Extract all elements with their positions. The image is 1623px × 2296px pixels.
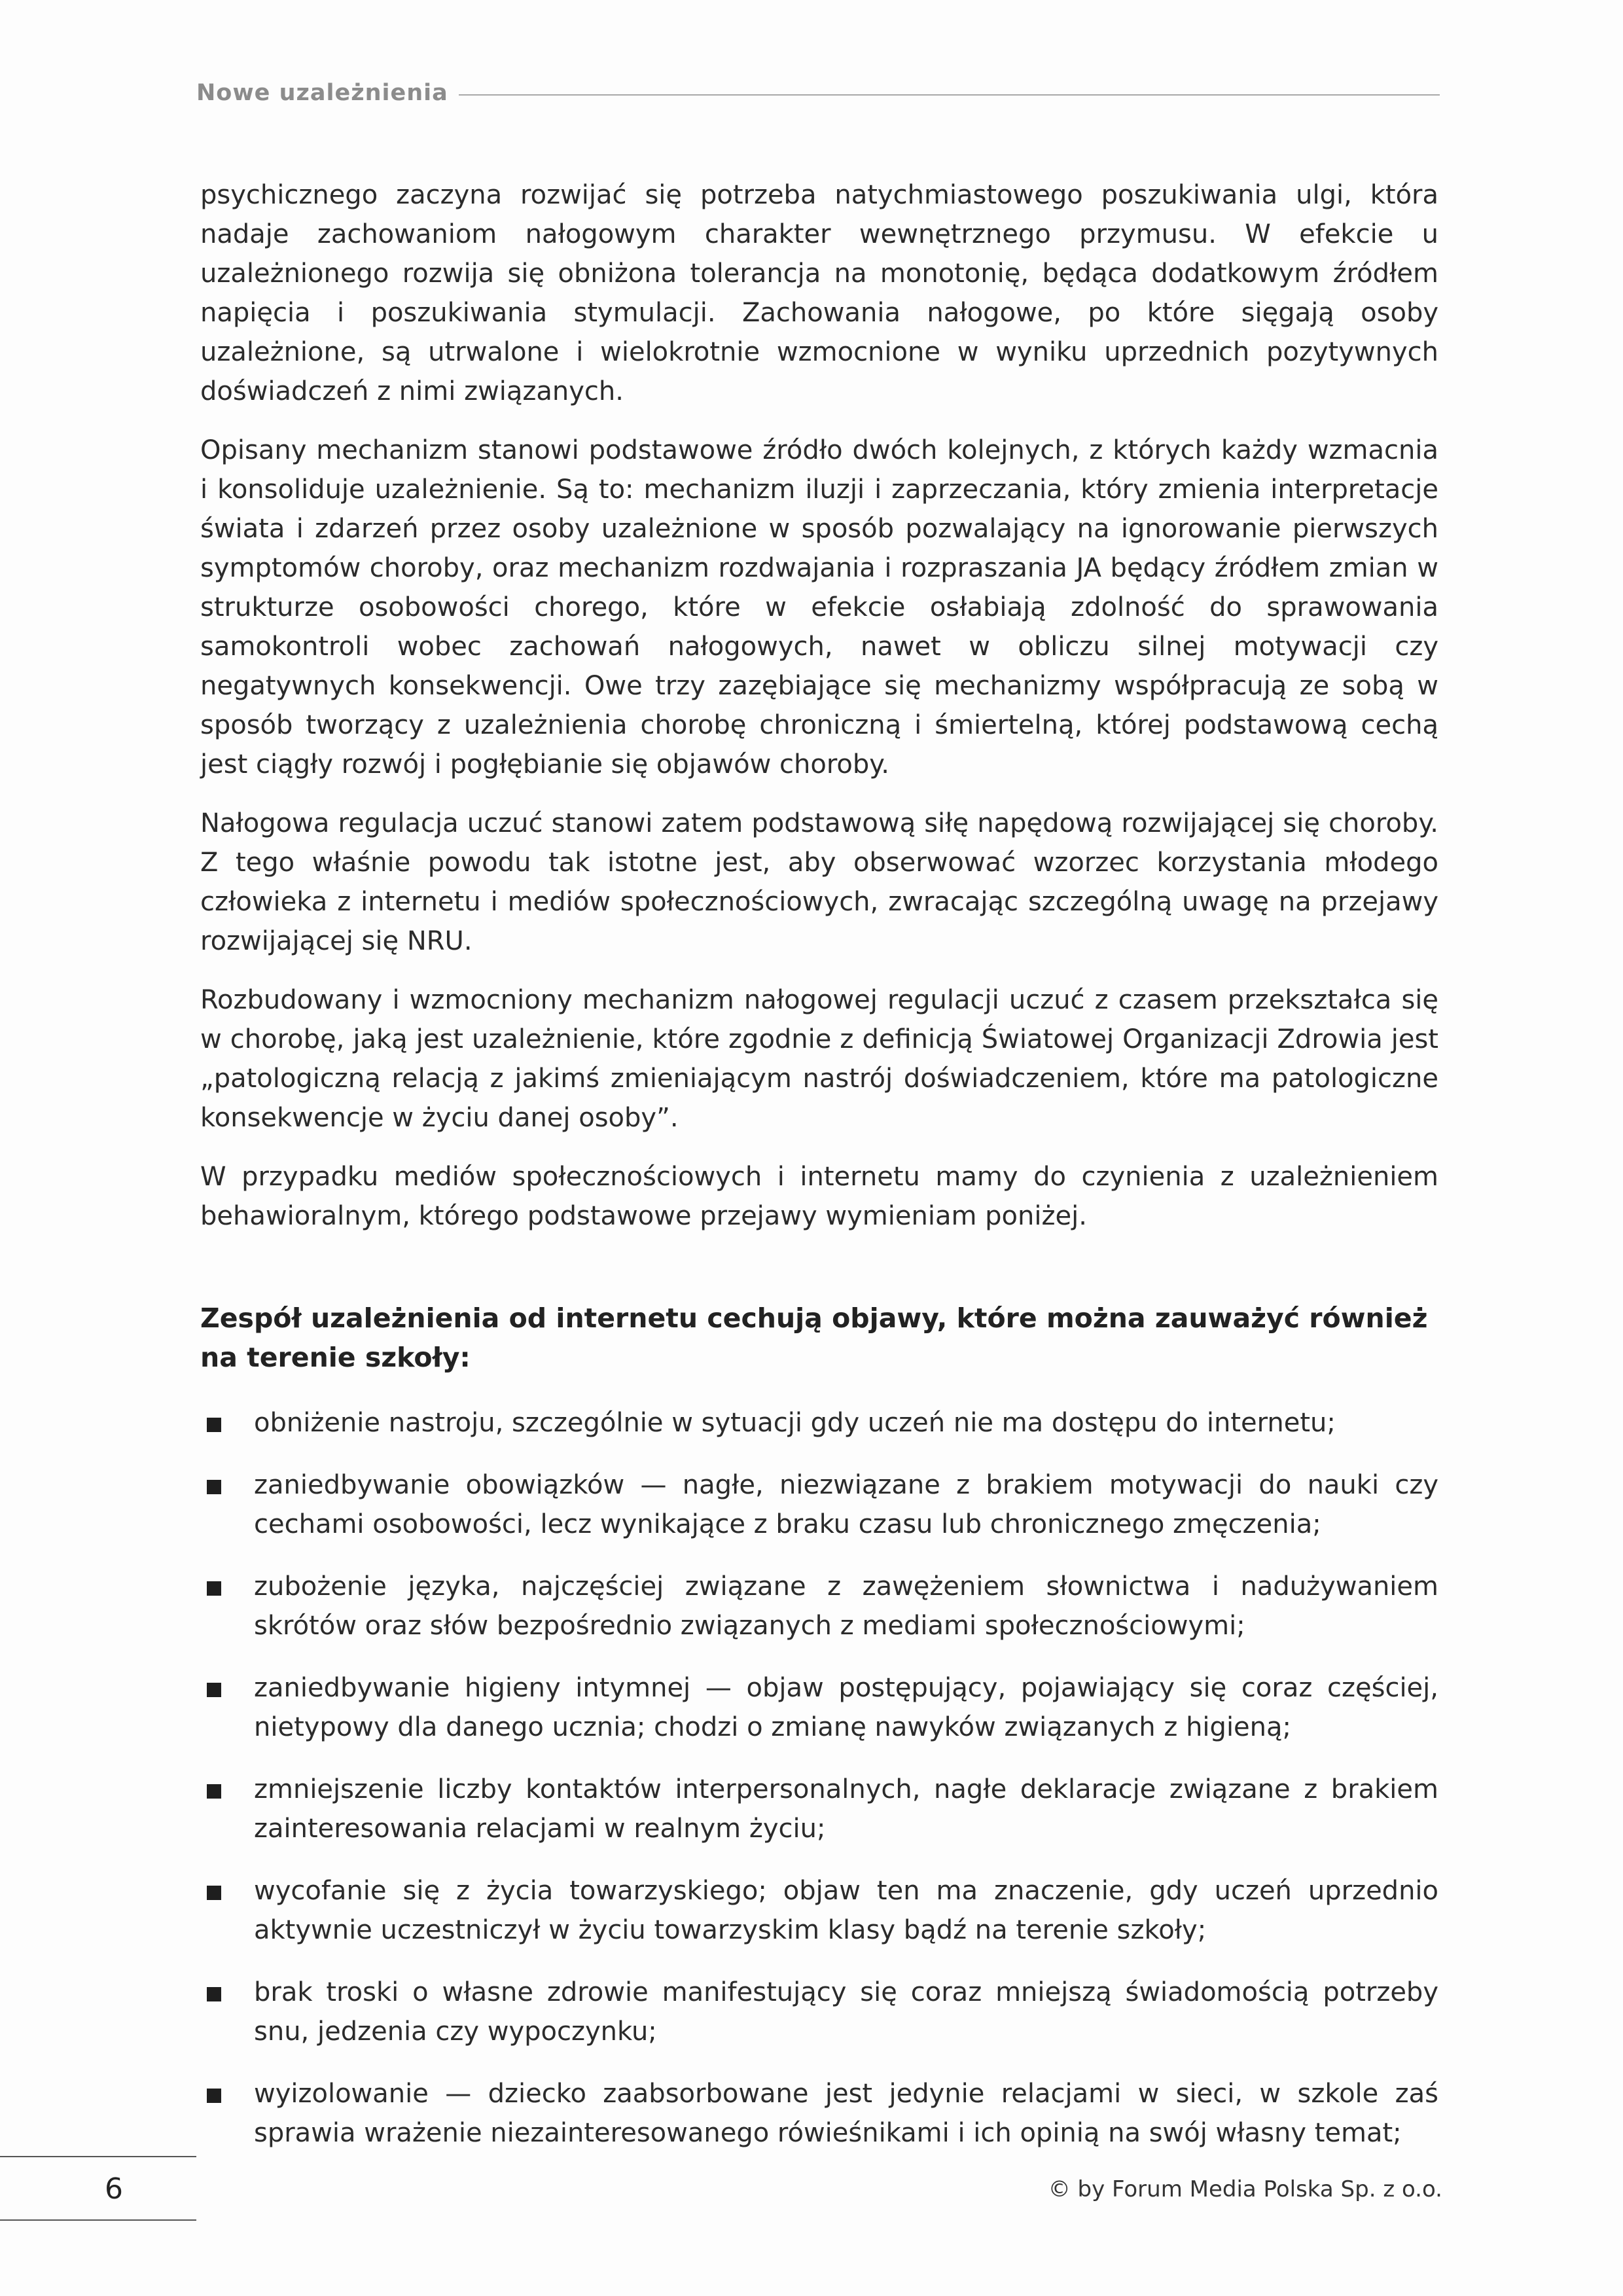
square-bullet-icon: [207, 1581, 221, 1596]
paragraph-3: Nałogowa regulacja uczuć stanowi zatem podstawową siłę napędową rozwijającej się choroby. Z tego właśnie powodu tak istotne jest, aby obserwować wzorzec korzystania młodego człowieka z internetu i mediów społecznościowych, zwracając szczególną uwagę na przejawy rozwijającej się NRU.: [200, 808, 1438, 956]
running-header: [196, 73, 1440, 113]
list-item: [200, 1403, 1438, 1443]
list-item: [200, 1871, 1438, 1950]
list-item: [200, 1567, 1438, 1645]
footer-rule-top: [0, 2156, 196, 2157]
page-content: [200, 175, 1438, 2176]
paragraph-5: W przypadku mediów społecznościowych i internetu mamy do czynienia z uzależnieniem behawioralnym, którego podstawowe przejawy wymieniam poniżej.: [200, 1162, 1438, 1231]
copyright-notice: © by Forum Media Polska Sp. z o.o.: [1048, 2176, 1442, 2202]
header-rule: [459, 94, 1440, 96]
list-item-text: zmniejszenie liczby kontaktów interpersonalnych, nagłe deklaracje związane z brakiem zainteresowania relacjami w realnym życiu;: [254, 1774, 1438, 1844]
footer-rule-bottom: [0, 2219, 196, 2221]
running-header-title: Nowe uzależnienia: [196, 80, 448, 106]
list-item-text: brak troski o własne zdrowie manifestujący się coraz mniejszą świadomością potrzeby snu, jedzenia czy wypoczynku;: [254, 1977, 1438, 2047]
list-item: [200, 1668, 1438, 1747]
square-bullet-icon: [207, 1683, 221, 1697]
square-bullet-icon: [207, 2089, 221, 2103]
list-item: [200, 1973, 1438, 2051]
square-bullet-icon: [207, 1784, 221, 1799]
page-number: 6: [105, 2172, 123, 2206]
section-heading: Zespół uzależnienia od internetu cechują objawy, które można zauważyć również na terenie szkoły:: [200, 1302, 1428, 1373]
paragraph-4: Rozbudowany i wzmocniony mechanizm nałogowej regulacji uczuć z czasem przekształca się w chorobę, jaką jest uzależnienie, które zgodnie z definicją Światowej Organizacji Zdrowia jest „patologiczną relacją z jakimś zmieniającym nastrój doświadczeniem, które ma patologiczne konsekwencje w życiu danej osoby”.: [200, 985, 1438, 1133]
list-item-text: obniżenie nastroju, szczególnie w sytuacji gdy uczeń nie ma dostępu do internetu;: [254, 1408, 1336, 1438]
list-item-text: zaniedbywanie obowiązków — nagłe, niezwiązane z brakiem motywacji do nauki czy cechami osobowości, lecz wynikające z braku czasu lub chronicznego zmęczenia;: [254, 1470, 1438, 1539]
square-bullet-icon: [207, 1418, 221, 1432]
symptom-list: [200, 1403, 1438, 2153]
paragraph-1: psychicznego zaczyna rozwijać się potrzeba natychmiastowego poszukiwania ulgi, która nadaje zachowaniom nałogowym charakter wewnętrznego przymusu. W efekcie u uzależnionego rozwija się obniżona tolerancja na monotonię, będąca dodatkowym źródłem napięcia i poszukiwania stymulacji. Zachowania nałogowe, po które sięgają osoby uzależnione, są utrwalone i wielokrotnie wzmocnione w wyniku uprzednich pozytywnych doświadczeń z nimi związanych.: [200, 180, 1438, 406]
list-item: [200, 2074, 1438, 2153]
square-bullet-icon: [207, 1987, 221, 2001]
paragraph-2: Opisany mechanizm stanowi podstawowe źródło dwóch kolejnych, z których każdy wzmacnia i konsoliduje uzależnienie. Są to: mechanizm iluzji i zaprzeczania, który zmienia interpretacje świata i zdarzeń przez osoby uzależnione w sposób pozwalający na ignorowanie pierwszych symptomów choroby, oraz mechanizm rozdwajania i rozpraszania JA będący źródłem zmian w strukturze osobowości chorego, które w efekcie osłabiają zdolność do sprawowania samokontroli wobec zachowań nałogowych, nawet w obliczu silnej motywacji czy negatywnych konsekwencji. Owe trzy zazębiające się mechanizmy współpracują ze sobą w sposób tworzący z uzależnienia chorobę chroniczną i śmiertelną, której podstawową cechą jest ciągły rozwój i pogłębianie się objawów choroby.: [200, 435, 1438, 780]
list-item-text: wyizolowanie — dziecko zaabsorbowane jest jedynie relacjami w sieci, w szkole zaś sprawia wrażenie niezainteresowanego rówieśnikami i ich opinią na swój własny temat;: [254, 2079, 1438, 2148]
list-item-text: wycofanie się z życia towarzyskiego; objaw ten ma znaczenie, gdy uczeń uprzednio aktywnie uczestniczył w życiu towarzyskim klasy bądź na terenie szkoły;: [254, 1876, 1438, 1945]
list-item-text: zubożenie języka, najczęściej związane z zawężeniem słownictwa i nadużywaniem skrótów oraz słów bezpośrednio związanych z mediami społecznościowymi;: [254, 1571, 1438, 1641]
square-bullet-icon: [207, 1886, 221, 1900]
list-item-text: zaniedbywanie higieny intymnej — objaw postępujący, pojawiający się coraz częściej, nietypowy dla danego ucznia; chodzi o zmianę nawyków związanych z higieną;: [254, 1673, 1438, 1742]
square-bullet-icon: [207, 1480, 221, 1494]
list-item: [200, 1465, 1438, 1544]
list-item: [200, 1770, 1438, 1848]
